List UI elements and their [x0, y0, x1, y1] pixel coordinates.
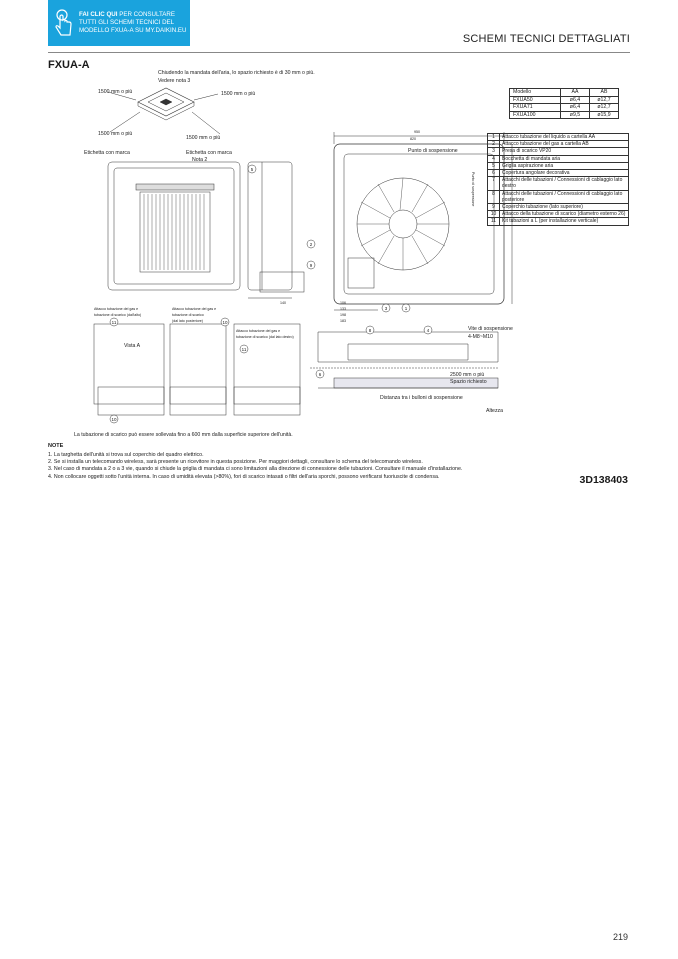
legend-text: Attacchi delle tubazioni / Connessioni di cablaggio lato posteriore [500, 190, 629, 203]
dim-820-label: 820 [410, 137, 416, 141]
table-cell: ø6,4 [561, 104, 590, 112]
table-cell: ø6,4 [561, 96, 590, 104]
legend-text: Bocchetta di mandata aria [500, 155, 629, 162]
table-header: AA [561, 89, 590, 97]
svg-text:6: 6 [318, 372, 322, 377]
clearance-label: 1500 mm o più [98, 131, 133, 137]
legend-number: 11 [488, 218, 500, 225]
legend-text: Griglia aspirazione aria [500, 162, 629, 169]
note-item: 1. La targhetta dell'unità si trova sul coperchio del quadro elettrico. [48, 452, 204, 458]
attacco-post3-label: (dal lato posteriore) [172, 319, 203, 323]
svg-text:5: 5 [250, 167, 254, 172]
vite-size-label: 4-M8~M10 [468, 334, 493, 340]
table-cell: FXUA100 [510, 111, 561, 119]
legend-number: 4 [488, 155, 500, 162]
etichetta-nota-label: Etichetta con marca [186, 150, 232, 156]
legend-text: Copertura angolare decorativa [500, 170, 629, 177]
table-row [488, 155, 629, 162]
header-divider [48, 52, 630, 53]
svg-text:1: 1 [404, 306, 408, 311]
svg-text:4: 4 [426, 328, 430, 333]
svg-text:10: 10 [111, 417, 117, 422]
svg-text:2: 2 [309, 242, 313, 247]
dim-950-label: 950 [414, 130, 420, 134]
notes-list [48, 452, 588, 481]
dim-198-label: 198 [340, 313, 346, 317]
attacco-dx-label: Attacco tubazione del gas e [236, 329, 281, 333]
legend-number: 3 [488, 148, 500, 155]
svg-text:8: 8 [368, 328, 372, 333]
svg-text:3: 3 [384, 306, 388, 311]
banner-line2: TUTTI GLI SCHEMI TECNICI DEL [79, 18, 175, 26]
banner-line3: MODELLO FXUA-A SU MY.DAIKIN.EU [79, 27, 187, 35]
table-row [488, 148, 629, 155]
table-cell: FXUA71 [510, 104, 561, 112]
nota2-label: Nota 2 [192, 157, 208, 163]
legend-text: Kit tubazioni a L (per installazione verticale) [500, 218, 629, 225]
legend-text: Attacchi delle tubazioni / Connessioni di cablaggio lato destro [500, 177, 629, 190]
legend-number: 2 [488, 141, 500, 148]
legend-table [487, 133, 629, 226]
table-row [510, 96, 619, 104]
note-item: 3. Nel caso di mandata a 2 o a 3 vie, quando si chiude la griglia di mandata ci sono limitazioni alla direzione di connessione delle tubazioni. Consultare il manuale d'installazione. [48, 466, 463, 473]
legend-number: 6 [488, 170, 500, 177]
myDaikin-link-banner[interactable] [48, 0, 190, 46]
legend-text: Attacco della tubazione di scarico (diametro esterno 26) [500, 211, 629, 218]
technical-drawing [48, 62, 634, 442]
banner-text [79, 11, 187, 36]
clearance-label: 1500 mm o più [221, 91, 256, 97]
table-row [510, 89, 619, 97]
altezza-label: Altezza [486, 408, 504, 414]
table-row [488, 162, 629, 169]
clearance-label: 1500 mm o più [98, 89, 133, 95]
model-title: FXUA-A [48, 59, 90, 71]
dim-140-label: 140 [280, 301, 286, 305]
note-item: 4. Non collocare oggetti sotto l'unità interna. In caso di umidità elevata (>80%), fori di scarico intasati o filtri dell'aria sporchi, possono verificarsi fuoriuscite di condensa. [48, 473, 440, 480]
clearance-2500-label: 2500 mm o più [450, 372, 485, 378]
legend-number: 9 [488, 204, 500, 211]
legend-number: 5 [488, 162, 500, 169]
table-row [488, 211, 629, 218]
legend-text: Attacco tubazione del liquido a cartella AA [500, 134, 629, 141]
spec-table [509, 88, 619, 119]
dim-106-label: 106 [340, 301, 346, 305]
punto-sospensione-label: Punto di sospensione [408, 148, 458, 154]
legend-number: 7 [488, 177, 500, 190]
notes-heading: NOTE [48, 443, 64, 449]
table-cell: ø12,7 [590, 96, 619, 104]
attacco-sx-label: Attacco tubazione del gas e [94, 307, 139, 311]
hand-pointer-icon [53, 8, 75, 38]
vite-label: Vite di sospensione [468, 326, 513, 332]
table-cell: FXUA50 [510, 96, 561, 104]
attacco-sx2-label: tubazione di scarico (dall'alto) [94, 313, 142, 317]
attacco-post2-label: tubazione di scarico [172, 313, 204, 317]
attacco-post-label: Attacco tubazione del gas e [172, 307, 217, 311]
svg-text:10: 10 [222, 320, 228, 325]
table-row [488, 134, 629, 141]
note-item: 2. Se si installa un telecomando wireless, sarà presente un ricevitore in questa posizione. Per maggiori dettagli, consultare lo schema del telecomando wireless. [48, 459, 423, 466]
dim-183-label: 183 [340, 319, 346, 323]
note-top2-label: Vedere nota 3 [158, 78, 191, 84]
table-row [488, 170, 629, 177]
distanza-label: Distanza tra i bulloni di sospensione [380, 395, 463, 401]
svg-text:11: 11 [111, 320, 117, 325]
vista-a-label: Vista A [124, 343, 141, 349]
etichetta-label: Etichetta con marca [84, 150, 130, 156]
svg-text:9: 9 [309, 263, 313, 268]
legend-text: Coperchio tubazione (lato superiore) [500, 204, 629, 211]
banner-line1-bold: FAI CLIC QUI [79, 10, 118, 18]
table-row [488, 177, 629, 190]
table-row [488, 218, 629, 225]
svg-text:11: 11 [241, 347, 247, 352]
table-cell: ø12,7 [590, 104, 619, 112]
table-row [488, 141, 629, 148]
table-header: AB [590, 89, 619, 97]
table-row [510, 104, 619, 112]
attacco-dx2-label: tubazione di scarico (dal lato destro) [236, 335, 294, 339]
table-cell: ø15,9 [590, 111, 619, 119]
legend-number: 1 [488, 134, 500, 141]
clearance-label: 1500 mm o più [186, 135, 221, 141]
banner-line1: PER CONSULTARE [117, 10, 176, 18]
note-top-label: Chiudendo la mandata dell'aria, lo spazio richiesto è di 30 mm o più. [158, 70, 315, 76]
table-row [488, 190, 629, 203]
legend-number: 8 [488, 190, 500, 203]
table-row [510, 111, 619, 119]
scarico-note-label: La tubazione di scarico può essere sollevata fino a 600 mm dalla superficie superiore dell'unità. [74, 432, 293, 438]
table-header: Modello [510, 89, 561, 97]
legend-number: 10 [488, 211, 500, 218]
legend-text: Presa di scarico VP20 [500, 148, 629, 155]
table-row [488, 204, 629, 211]
legend-text: Attacco tubazione del gas a cartella AB [500, 141, 629, 148]
page-number: 219 [612, 932, 628, 942]
section-title: SCHEMI TECNICI DETTAGLIATI [462, 33, 630, 45]
punto-sospensione-vertical-label: Punto di sospensione [471, 172, 475, 207]
table-cell: ø9,5 [561, 111, 590, 119]
spazio-label: Spazio richiesto [450, 379, 487, 385]
dim-133-label: 133 [340, 307, 346, 311]
drawing-code: 3D138403 [579, 474, 628, 486]
